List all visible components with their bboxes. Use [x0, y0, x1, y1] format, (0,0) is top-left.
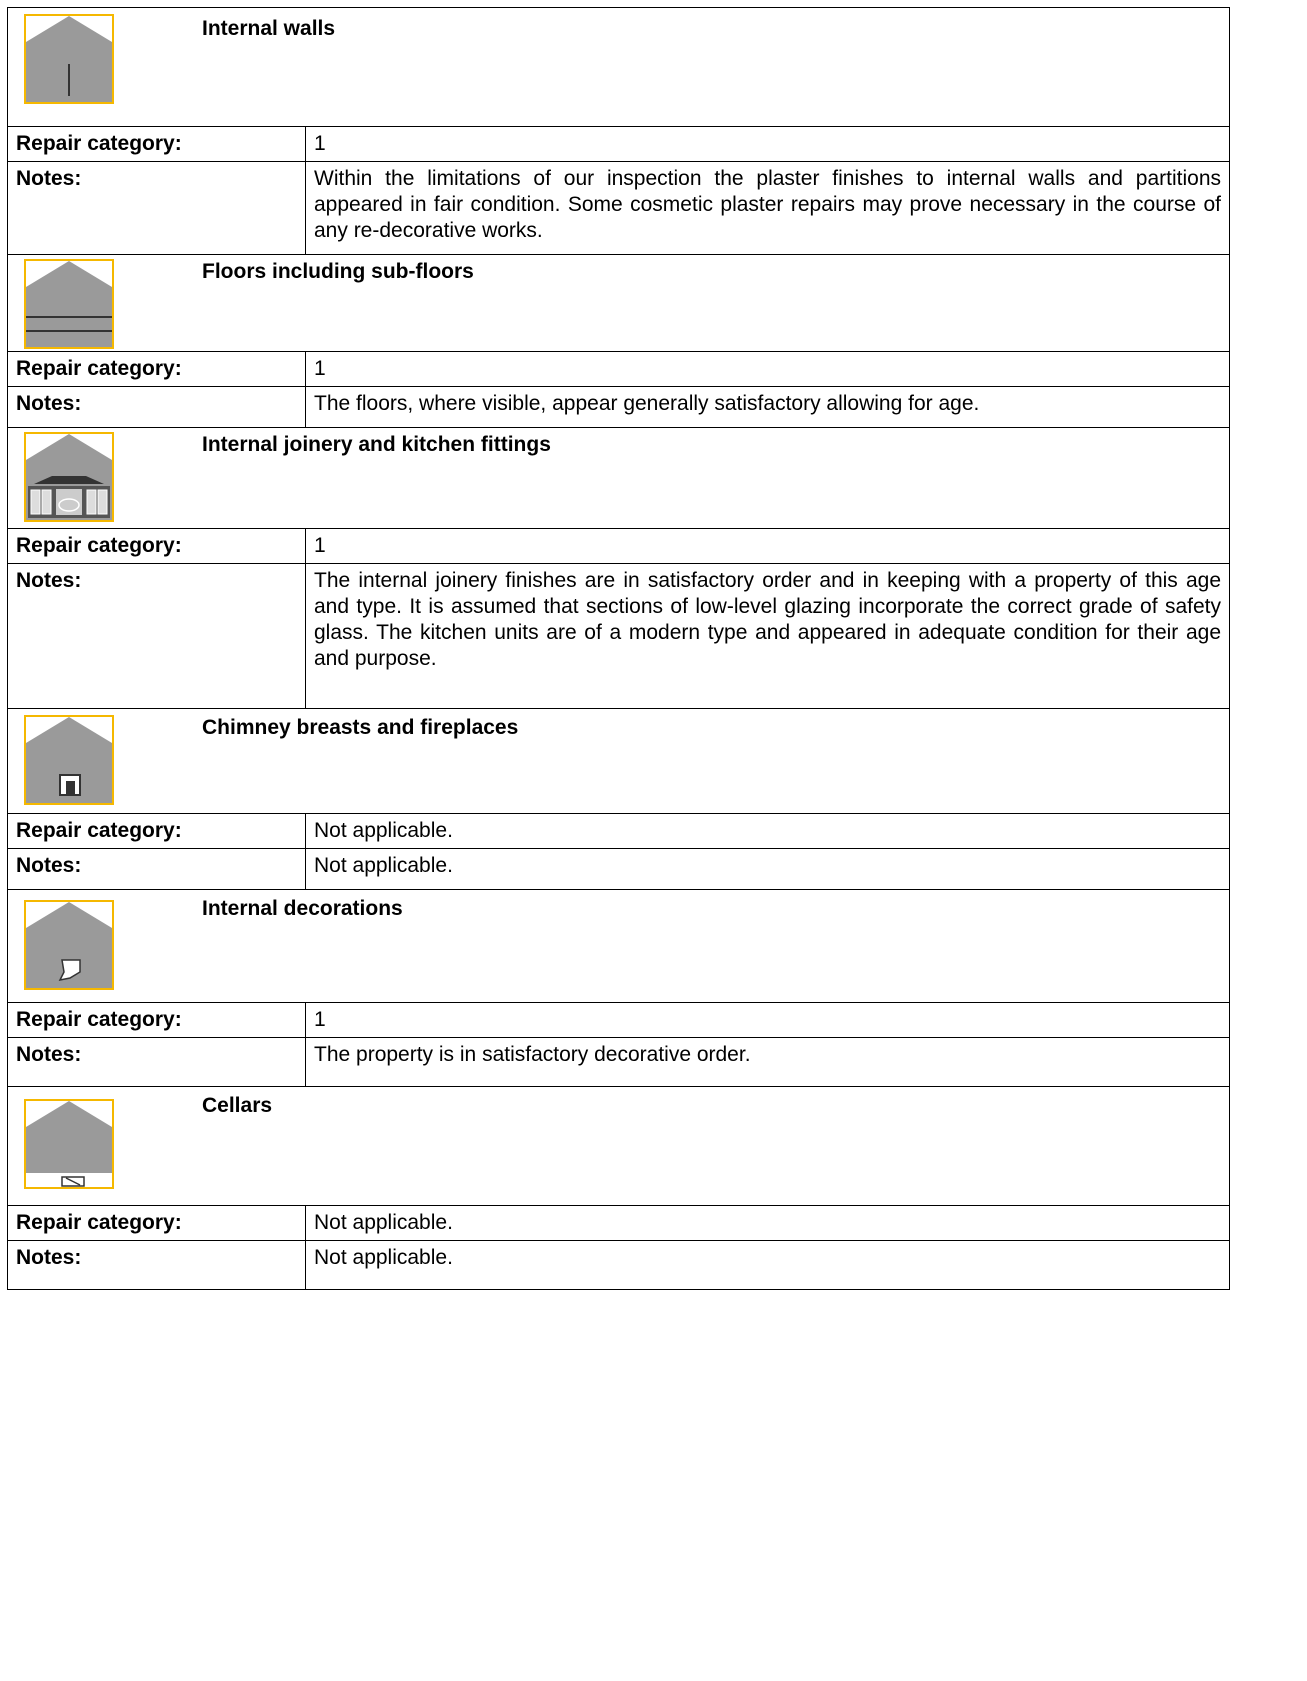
- notes-row: [8, 1241, 1230, 1290]
- notes-row: [8, 849, 1230, 890]
- notes-label: Notes:: [8, 1038, 306, 1087]
- repair-category-value: 1: [306, 352, 1230, 387]
- repair-category-value: 1: [306, 1003, 1230, 1038]
- repair-category-row: [8, 352, 1230, 387]
- notes-value: The property is in satisfactory decorative order.: [306, 1038, 1230, 1087]
- notes-row: [8, 162, 1230, 255]
- repair-category-row: [8, 1206, 1230, 1241]
- cellars-icon: [24, 1099, 114, 1189]
- repair-category-label: Repair category:: [8, 1206, 306, 1241]
- decorations-icon: [24, 900, 114, 990]
- floors-icon: [24, 259, 114, 349]
- section-header-decorations: [8, 890, 1230, 1003]
- repair-category-row: [8, 529, 1230, 564]
- notes-label: Notes:: [8, 387, 306, 428]
- section-title: Internal decorations: [202, 897, 403, 920]
- repair-category-value: 1: [306, 127, 1230, 162]
- notes-row: [8, 564, 1230, 709]
- section-header-chimney: [8, 709, 1230, 814]
- notes-label: Notes:: [8, 1241, 306, 1290]
- section-title: Cellars: [202, 1094, 273, 1117]
- repair-category-label: Repair category:: [8, 352, 306, 387]
- repair-category-row: [8, 814, 1230, 849]
- repair-category-row: [8, 127, 1230, 162]
- notes-value: The floors, where visible, appear generally satisfactory allowing for age.: [306, 387, 1230, 428]
- notes-value: Within the limitations of our inspection the plaster finishes to internal walls and partitions appeared in fair condition. Some cosmetic plaster repairs may prove necessary in the course of any re-decorative works.: [306, 162, 1230, 255]
- fireplace-icon: [24, 715, 114, 805]
- section-header-floors: [8, 255, 1230, 352]
- notes-label: Notes:: [8, 849, 306, 890]
- internal-walls-icon: [24, 14, 114, 104]
- notes-label: Notes:: [8, 564, 306, 709]
- notes-value: The internal joinery finishes are in satisfactory order and in keeping with a property of this age and type. It is assumed that sections of low-level glazing incorporate the correct grade of safety glass. The kitchen units are of a modern type and appeared in adequate condition for their age and purpose.: [306, 564, 1230, 709]
- section-title: Internal joinery and kitchen fittings: [202, 433, 551, 456]
- kitchen-fittings-icon: [24, 432, 114, 522]
- notes-row: [8, 387, 1230, 428]
- repair-category-value: Not applicable.: [306, 814, 1230, 849]
- section-title: Internal walls: [202, 17, 336, 40]
- section-title: Floors including sub-floors: [202, 260, 474, 283]
- section-header-cellars: [8, 1087, 1230, 1206]
- notes-label: Notes:: [8, 162, 306, 255]
- repair-category-value: Not applicable.: [306, 1206, 1230, 1241]
- repair-category-label: Repair category:: [8, 1003, 306, 1038]
- repair-category-label: Repair category:: [8, 529, 306, 564]
- repair-category-row: [8, 1003, 1230, 1038]
- repair-category-label: Repair category:: [8, 814, 306, 849]
- notes-row: [8, 1038, 1230, 1087]
- repair-category-label: Repair category:: [8, 127, 306, 162]
- survey-report-page: [7, 7, 1230, 1290]
- repair-category-value: 1: [306, 529, 1230, 564]
- notes-value: Not applicable.: [306, 849, 1230, 890]
- section-title: Chimney breasts and fireplaces: [202, 716, 519, 739]
- section-header-joinery: [8, 428, 1230, 529]
- survey-table: [7, 7, 1230, 1290]
- section-header-internal-walls: [8, 8, 1230, 127]
- notes-value: Not applicable.: [306, 1241, 1230, 1290]
